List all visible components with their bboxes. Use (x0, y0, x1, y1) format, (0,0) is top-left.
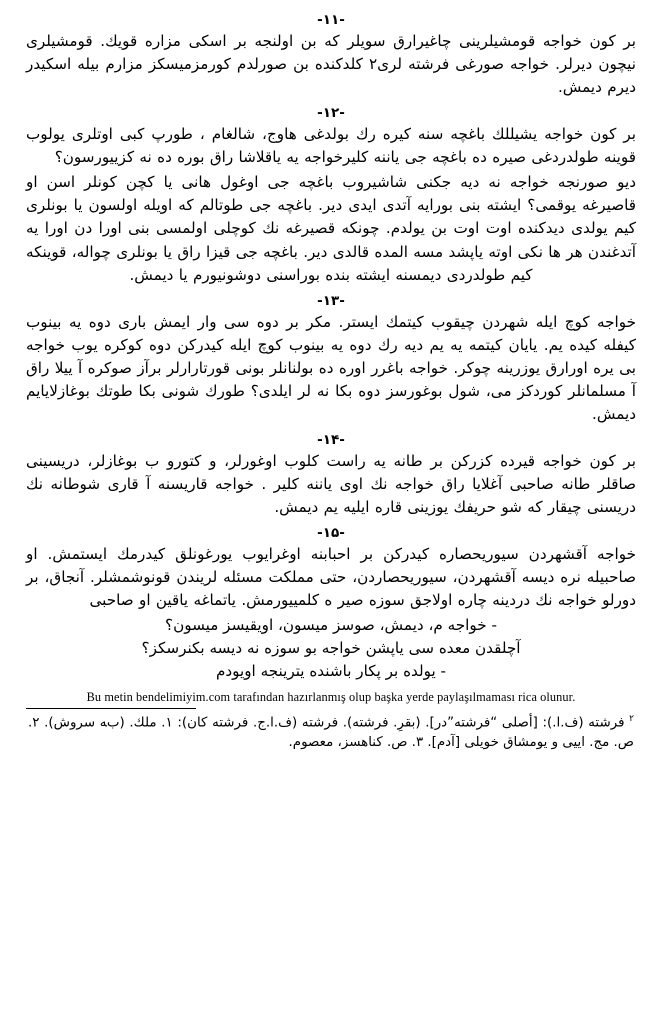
section-number: -۱۲- (317, 105, 345, 122)
section-11 (26, 12, 636, 99)
section-number: -۱۳- (317, 292, 345, 309)
section-paragraph: خواجه آقشهردن سیوریحصاره كیدركن بر احبابنه اوغرایوب یورغونلق كیدرمك ایستمش. او صاحبیله نره دیسه آقشهردن، سیوریحصاردن، حتی مملكت مسئله لریندن قونوشمشلر. آنجاق، بر دورلو خواجه نك دردینه چاره اولاجق سوزه صیر ه كلمییورمش. یاتماغه یاقین او صاحبی (26, 545, 636, 610)
section-14 (26, 432, 636, 519)
section-number: -۱۴- (317, 432, 345, 449)
section-paragraph: بر كون خواجه قومشیلرینی چاغیرارق سویلر كه بن اولنجه بر اسكی مزاره قویك. قومشیلری نیچون دیرلر. خواجه صورغی فرشته لری۲ كلدكنده بن صورلدم كورمزمیسكز مزارم بیله اسكیدر دیرم دیمش. (26, 31, 636, 97)
dialog-line: آچلقدن معده سی یاپشن خواجه بو سوزه نه دیسه بكنرسكز؟ (141, 639, 521, 658)
section-12 (26, 105, 636, 287)
dialog-line: - یولده بر پكار باشنده یترینجه اویودم (215, 661, 447, 680)
footnote-marker: ۲ (629, 713, 635, 724)
section-paragraph: دیو صورنجه خواجه نه دیه جكنی شاشیروب باغچه جی اوغول هانی یا كچن كونلر اسن او قاصیرغه یوقمی؟ ایشته بنی بورایه آتدی ایدی دیر. باغچه جی طوتالم كه اویله اولسون یا بونلری كیم یولدی دیدكنده اوت اوت بن یولدم. چونكه قصیرغه نك كوچلی اولمسی بنی اورا دن اورا یه آتدغندن هر ها نكی اوته یاپشد مسه المده قالدی دیر. باغچه جی قیزا راق یا بونلری چواله، قوینكه كیم طولدردی دیمسنه ایشته بنده بوراسنی دوشونیورم یا دیمش. (25, 173, 636, 284)
section-number: -۱۵- (317, 525, 345, 542)
section-number: -۱۱- (317, 12, 345, 28)
footnote-text: فرشته (ف.ا.): [أصلی “فرشته”در]. (بقرِ. فرشته). فرشته (ف.ا.ج. فرشته كان): ۱. ملك. (بﻪ سروش). ۲. ص. مج. ایيی و یومشاق خویلی [آدم]. ۳. ص. كناهسز، معصوم. (28, 715, 634, 751)
footnotes (26, 713, 636, 753)
section-15 (26, 525, 636, 683)
section-paragraph: بر كون خواجه قیرده كزركن بر طانه یه راست كلوب اوغورلر، و كتورو ب بوغازلر، دریسینی صاقلر طانه صاحبی آغلایا راق خواجه نك اوی یاننه كلیر . خواجه قاریسنه آ قاری شوطانه نك دریسنی چیقار كه شو حریفك یوزینی قاره ایلیه یم دیمش. (26, 451, 636, 517)
section-paragraph: خواجه كوچ ایله شهردن چیقوب كیتمك ایستر. مكر بر دوه سی وار ایمش باری دوه یه بینوب كیفله كیده یم. یایان كیتمه یه یم دیه رك دوه یه بینوب كوچ ایله كیدركن دوه كوكره یوب خواجه بی یره اورارق یوزرینه چوكر. خواجه باغرر اوره ده بولنانلر بونی قورتارارلر برآز صوكره آ ییلا راق آ مسلمانلر كوردكز می، شول بوغورسز دوه بكا نه لر ایلدی؟ طورك شونی بكا طوتك بوغازلایایم دیمش. (26, 312, 636, 423)
dialog-line: - خواجه م، دیمش، صوسز میسون، اویقیسز میسون؟ (165, 616, 497, 635)
copyright-note: Bu metin bendelimiyim.com tarafından hazırlanmış olup başka yerde paylaşılmaması rica olunur. (86, 689, 576, 704)
footnote-divider (26, 708, 196, 709)
section-13 (26, 293, 636, 426)
section-paragraph: بر كون خواجه یشیللك باغچه سنه كیره رك بولدغی هاوج، شالغام ، طورپ كبی اوتلری یولوب قوینه طولدردغی صیره ده باغچه جی یاننه كلیرخواجه یه یاقلاشا راق بوره ده نه كزیيورسون؟ (26, 125, 636, 167)
